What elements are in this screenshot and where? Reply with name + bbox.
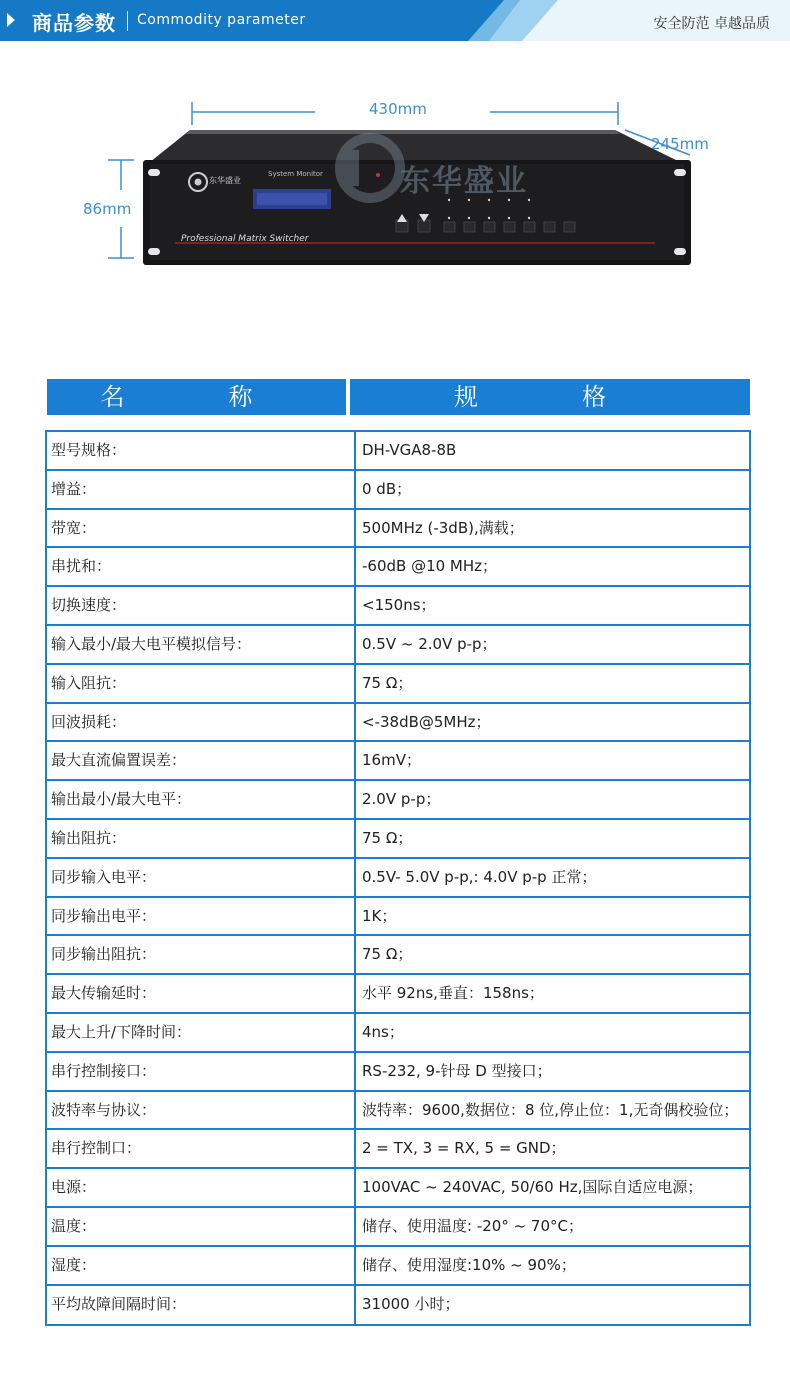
param-value: 1K； [362, 906, 397, 925]
param-value: 2 = TX, 3 = RX, 5 = GND； [362, 1139, 566, 1158]
section-title: 商品参数 [32, 11, 116, 35]
param-value: 0 dB； [362, 479, 412, 498]
param-value: 储存、使用湿度:10% ~ 90%； [362, 1255, 576, 1274]
title-divider [127, 11, 128, 31]
table-row [47, 1092, 749, 1131]
table-row [47, 587, 749, 626]
table-row [47, 1053, 749, 1092]
param-name: 串行控制接口： [47, 1053, 356, 1090]
table-row [47, 975, 749, 1014]
table-row [47, 548, 749, 587]
param-name: 串行控制口： [47, 1130, 356, 1167]
param-value: 2.0V p-p； [362, 790, 441, 809]
table-row [47, 626, 749, 665]
param-name: 串扰和： [47, 548, 356, 585]
param-value: DH-VGA8-8B [362, 441, 457, 459]
spec-table-header [47, 379, 750, 415]
table-row [47, 936, 749, 975]
table-row [47, 1169, 749, 1208]
table-row [47, 510, 749, 549]
header-banner [0, 0, 790, 41]
table-row [47, 1014, 749, 1053]
param-value: 100VAC ~ 240VAC, 50/60 Hz,国际自适应电源； [362, 1178, 703, 1197]
param-value: 水平 92ns,垂直：158ns； [362, 984, 544, 1003]
table-row [47, 1247, 749, 1286]
watermark-text: 东华盛业 [400, 164, 528, 199]
header-name: 名 称 [47, 379, 346, 415]
param-name: 同步输出电平： [47, 898, 356, 935]
table-row [47, 704, 749, 743]
spec-table [45, 430, 751, 1326]
param-name: 波特率与协议： [47, 1092, 356, 1129]
table-row [47, 1286, 749, 1325]
param-name: 输出最小/最大电平： [47, 781, 356, 818]
table-row [47, 898, 749, 937]
header-spec: 规 格 [350, 379, 750, 415]
table-row [47, 1208, 749, 1247]
param-value: 储存、使用温度: -20° ~ 70°C； [362, 1216, 583, 1235]
param-name: 最大直流偏置误差： [47, 742, 356, 779]
param-value: 4ns； [362, 1022, 404, 1041]
param-value: <-38dB@5MHz； [362, 712, 491, 731]
arrow-right-icon [7, 13, 15, 27]
param-value: 500MHz (-3dB),满载； [362, 518, 524, 537]
param-name: 输出阻抗： [47, 820, 356, 857]
param-name: 平均故障间隔时间： [47, 1286, 356, 1325]
dim-width-label: 430mm [369, 100, 427, 118]
param-name: 型号规格： [47, 432, 356, 469]
brand-logo-text: 东华盛业 [209, 176, 241, 185]
table-row [47, 471, 749, 510]
param-name: 输入最小/最大电平模拟信号： [47, 626, 356, 663]
param-value: RS-232, 9-针母 D 型接口； [362, 1061, 552, 1080]
table-row [47, 859, 749, 898]
matrix-switcher-illustration [0, 90, 790, 280]
table-row [47, 781, 749, 820]
param-value: 0.5V ~ 2.0V p-p； [362, 634, 497, 653]
table-row [47, 742, 749, 781]
param-name: 最大上升/下降时间： [47, 1014, 356, 1051]
param-name: 电源： [47, 1169, 356, 1206]
table-row [47, 820, 749, 859]
monitor-label: System Monitor [268, 170, 323, 178]
panel-label: Professional Matrix Switcher [181, 234, 309, 244]
product-image [0, 90, 790, 280]
dim-height-label: 86mm [83, 200, 132, 218]
param-value: 75 Ω； [362, 945, 413, 964]
param-name: 同步输入电平： [47, 859, 356, 896]
param-value: 75 Ω； [362, 828, 413, 847]
param-name: 切换速度： [47, 587, 356, 624]
param-value: 31000 小时； [362, 1294, 460, 1313]
dim-depth-label: 245mm [651, 135, 709, 153]
section-subtitle: Commodity parameter [137, 12, 306, 28]
param-name: 同步输出阻抗： [47, 936, 356, 973]
slogan: 安全防范 卓越品质 [653, 16, 770, 32]
param-value: 16mV； [362, 751, 421, 770]
param-name: 回波损耗： [47, 704, 356, 741]
param-name: 最大传输延时： [47, 975, 356, 1012]
param-value: 波特率：9600,数据位：8 位,停止位：1,无奇偶校验位； [362, 1100, 739, 1119]
param-value: -60dB @10 MHz； [362, 557, 498, 576]
param-value: 75 Ω； [362, 673, 413, 692]
param-name: 湿度： [47, 1247, 356, 1284]
param-value: 0.5V- 5.0V p-p,: 4.0V p-p 正常； [362, 867, 597, 886]
param-name: 输入阻抗： [47, 665, 356, 702]
table-row [47, 665, 749, 704]
table-row [47, 1130, 749, 1169]
param-value: <150ns； [362, 596, 436, 615]
param-name: 带宽： [47, 510, 356, 547]
table-row [47, 432, 749, 471]
param-name: 温度： [47, 1208, 356, 1245]
param-name: 增益： [47, 471, 356, 508]
